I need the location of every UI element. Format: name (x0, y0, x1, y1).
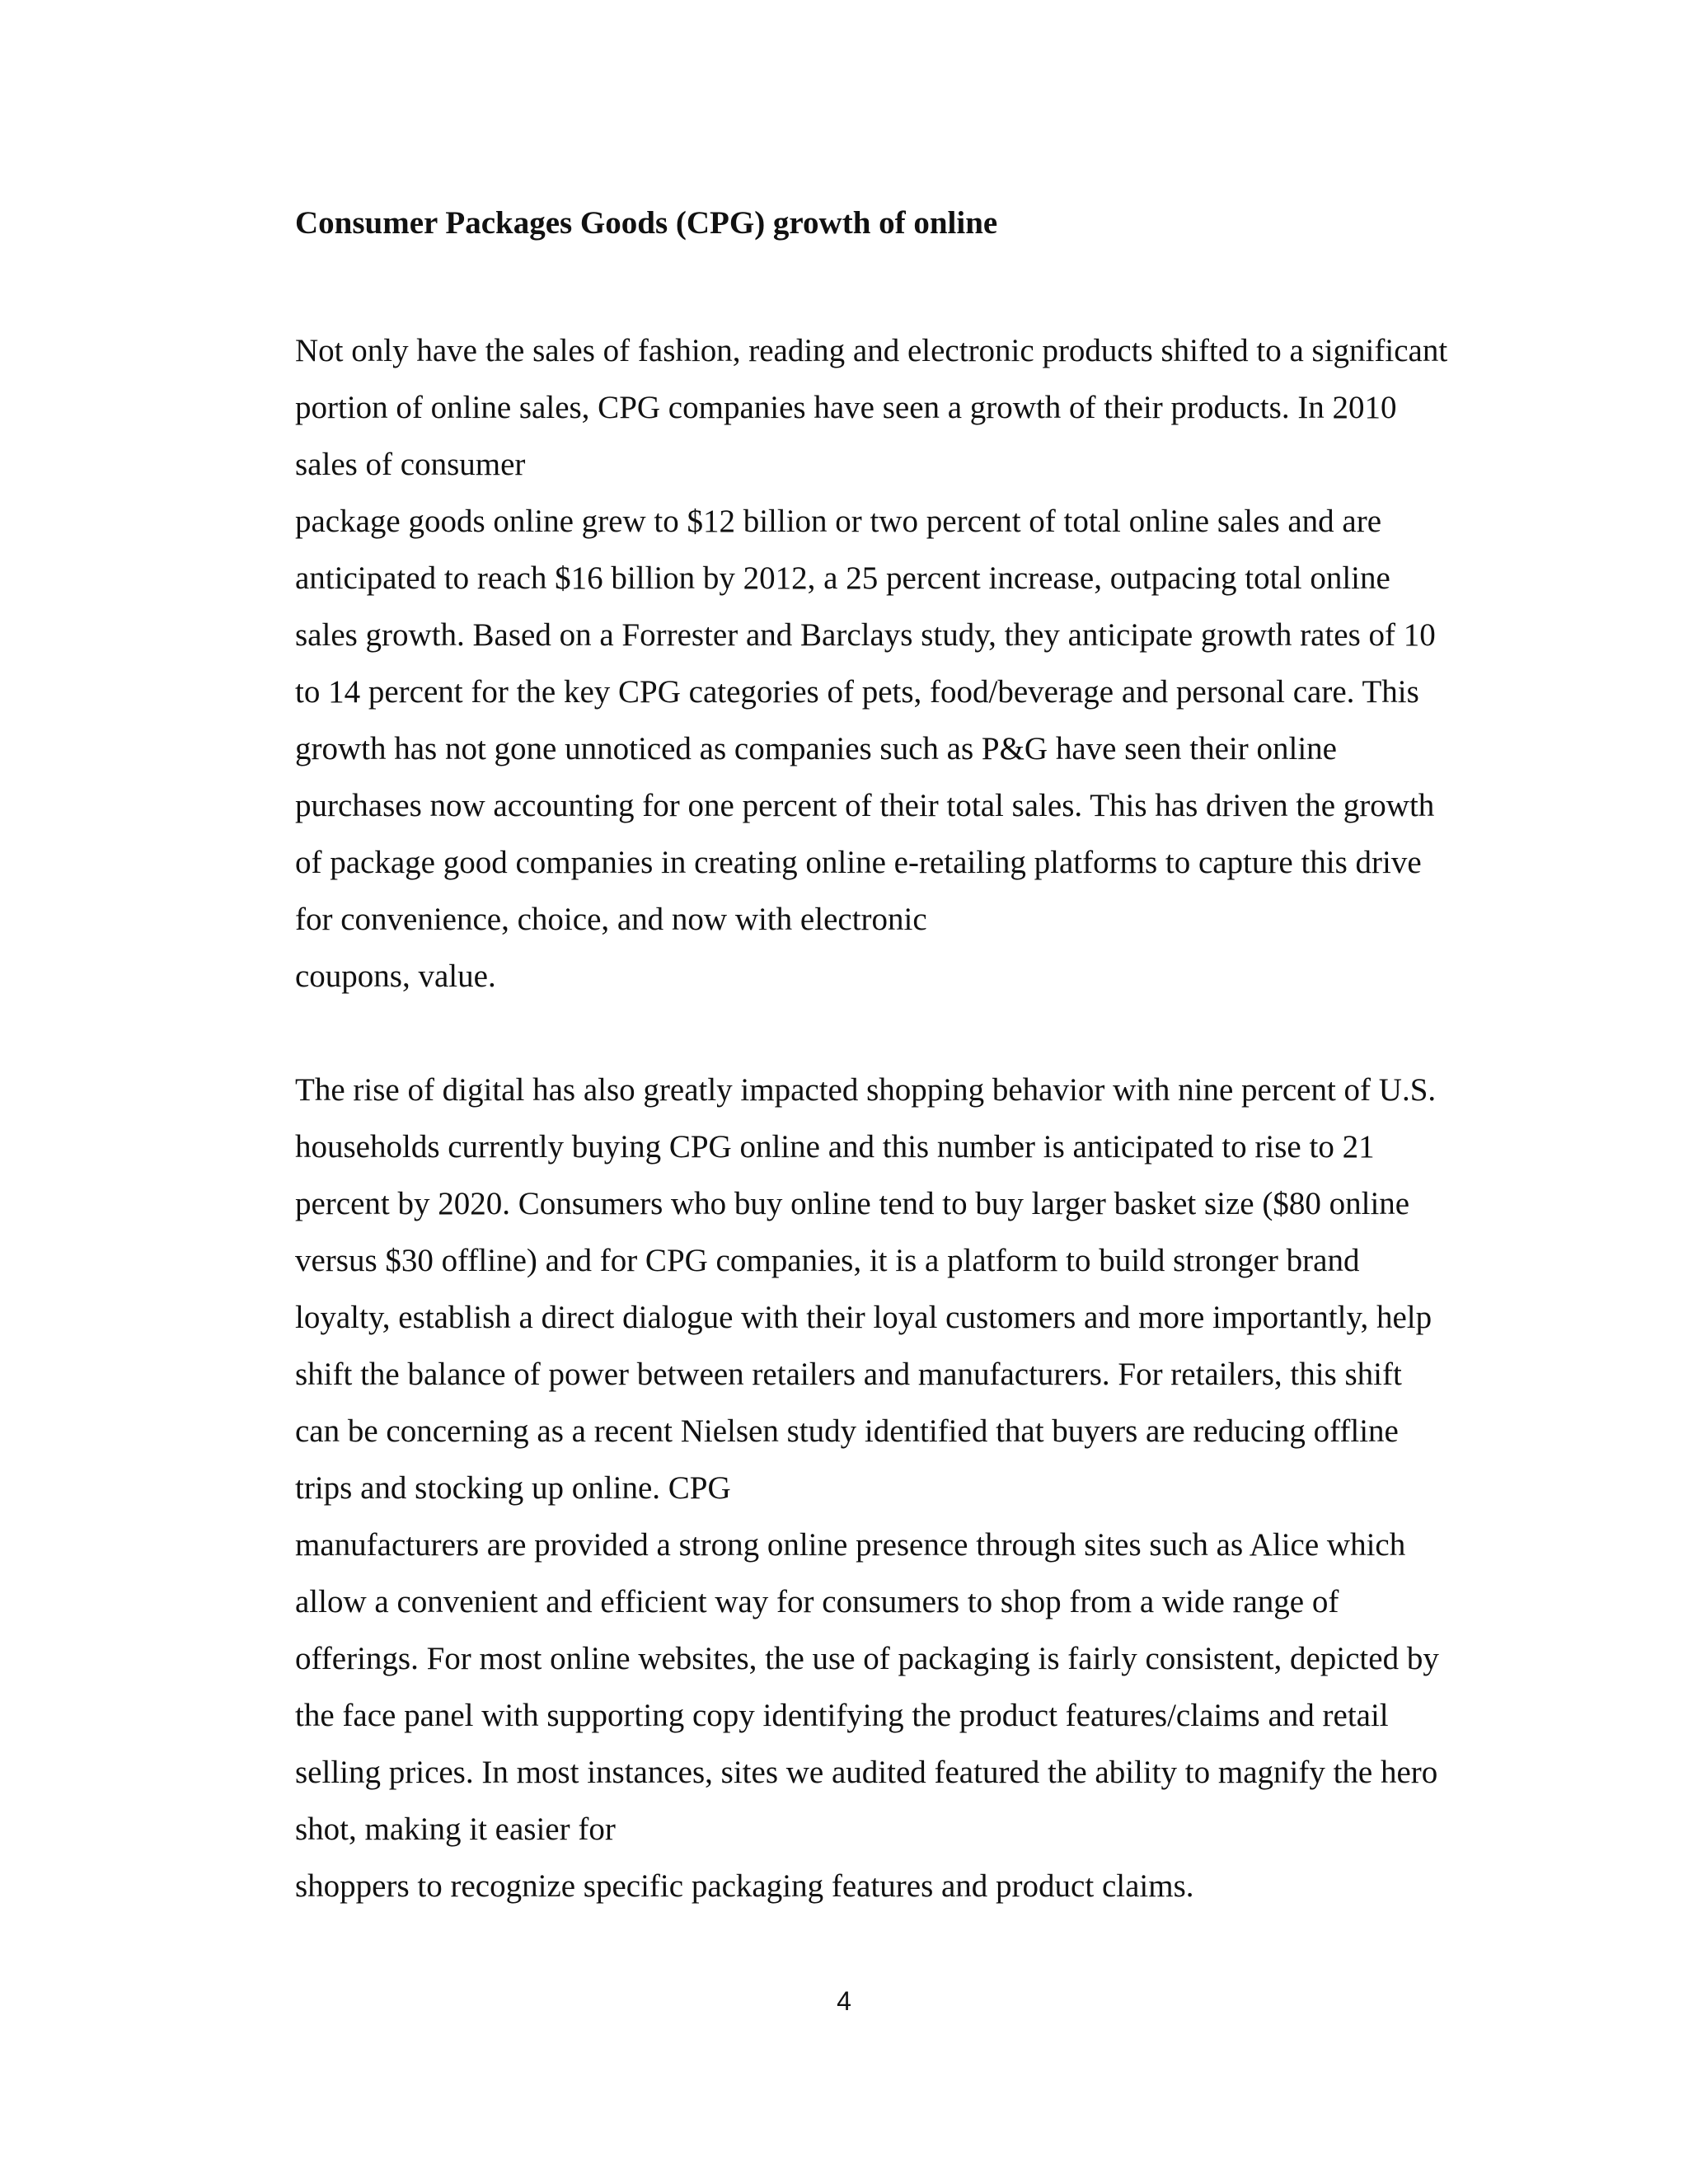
paragraph-line: anticipated to reach $16 billion by 2012, a 25 percent increase, outpacing total online (295, 560, 1390, 596)
paragraph-line: loyalty, establish a direct dialogue with their loyal customers and more importantly, help (295, 1300, 1432, 1335)
paragraph-line: shot, making it easier for (295, 1811, 616, 1847)
paragraph-line: sales growth. Based on a Forrester and Barclays study, they anticipate growth rates of 10 (295, 617, 1436, 653)
paragraph-line: percent by 2020. Consumers who buy online tend to buy larger basket size ($80 online (295, 1186, 1410, 1221)
paragraph-line: trips and stocking up online. CPG (295, 1470, 731, 1506)
paragraph-line: offerings. For most online websites, the use of packaging is fairly consistent, depicted by (295, 1641, 1439, 1676)
paragraph-line: coupons, value. (295, 958, 496, 994)
paragraph-line: for convenience, choice, and now with electronic (295, 902, 927, 937)
spacer (295, 1005, 1482, 1062)
paragraph-line: shoppers to recognize specific packaging features and product claims. (295, 1868, 1194, 1904)
paragraph-line: can be concerning as a recent Nielsen study identified that buyers are reducing offline (295, 1413, 1399, 1449)
paragraph-line: of package good companies in creating online e-retailing platforms to capture this drive (295, 845, 1422, 880)
paragraph-line: Not only have the sales of fashion, reading and electronic products shifted to a significant (295, 333, 1448, 368)
paragraph-line: The rise of digital has also greatly impacted shopping behavior with nine percent of U.S. (295, 1072, 1437, 1108)
paragraph-line: to 14 percent for the key CPG categories of pets, food/beverage and personal care. This (295, 674, 1419, 710)
paragraph-line: growth has not gone unnoticed as companies such as P&G have seen their online (295, 731, 1337, 766)
paragraph-line: selling prices. In most instances, sites we audited featured the ability to magnify the hero (295, 1755, 1438, 1790)
paragraph-line: allow a convenient and efficient way for consumers to shop from a wide range of (295, 1584, 1339, 1619)
paragraph-1 (295, 322, 1482, 1005)
page-number: 4 (837, 1986, 851, 2016)
paragraph-line: shift the balance of power between retailers and manufacturers. For retailers, this shift (295, 1357, 1402, 1392)
page-content (295, 194, 1482, 1915)
paragraph-line: manufacturers are provided a strong online presence through sites such as Alice which (295, 1527, 1406, 1563)
paragraph-2 (295, 1062, 1482, 1915)
paragraph-line: portion of online sales, CPG companies have seen a growth of their products. In 2010 (295, 390, 1397, 425)
paragraph-line: households currently buying CPG online and this number is anticipated to rise to 21 (295, 1129, 1375, 1165)
paragraph-line: sales of consumer (295, 447, 526, 482)
paragraph-line: the face panel with supporting copy identifying the product features/claims and retail (295, 1698, 1389, 1733)
paragraph-line: purchases now accounting for one percent of their total sales. This has driven the growth (295, 788, 1435, 823)
spacer (295, 251, 1482, 322)
paragraph-line: package goods online grew to $12 billion or two percent of total online sales and are (295, 504, 1382, 539)
section-heading: Consumer Packages Goods (CPG) growth of online (295, 205, 998, 241)
paragraph-line: versus $30 offline) and for CPG companies, it is a platform to build stronger brand (295, 1243, 1360, 1278)
